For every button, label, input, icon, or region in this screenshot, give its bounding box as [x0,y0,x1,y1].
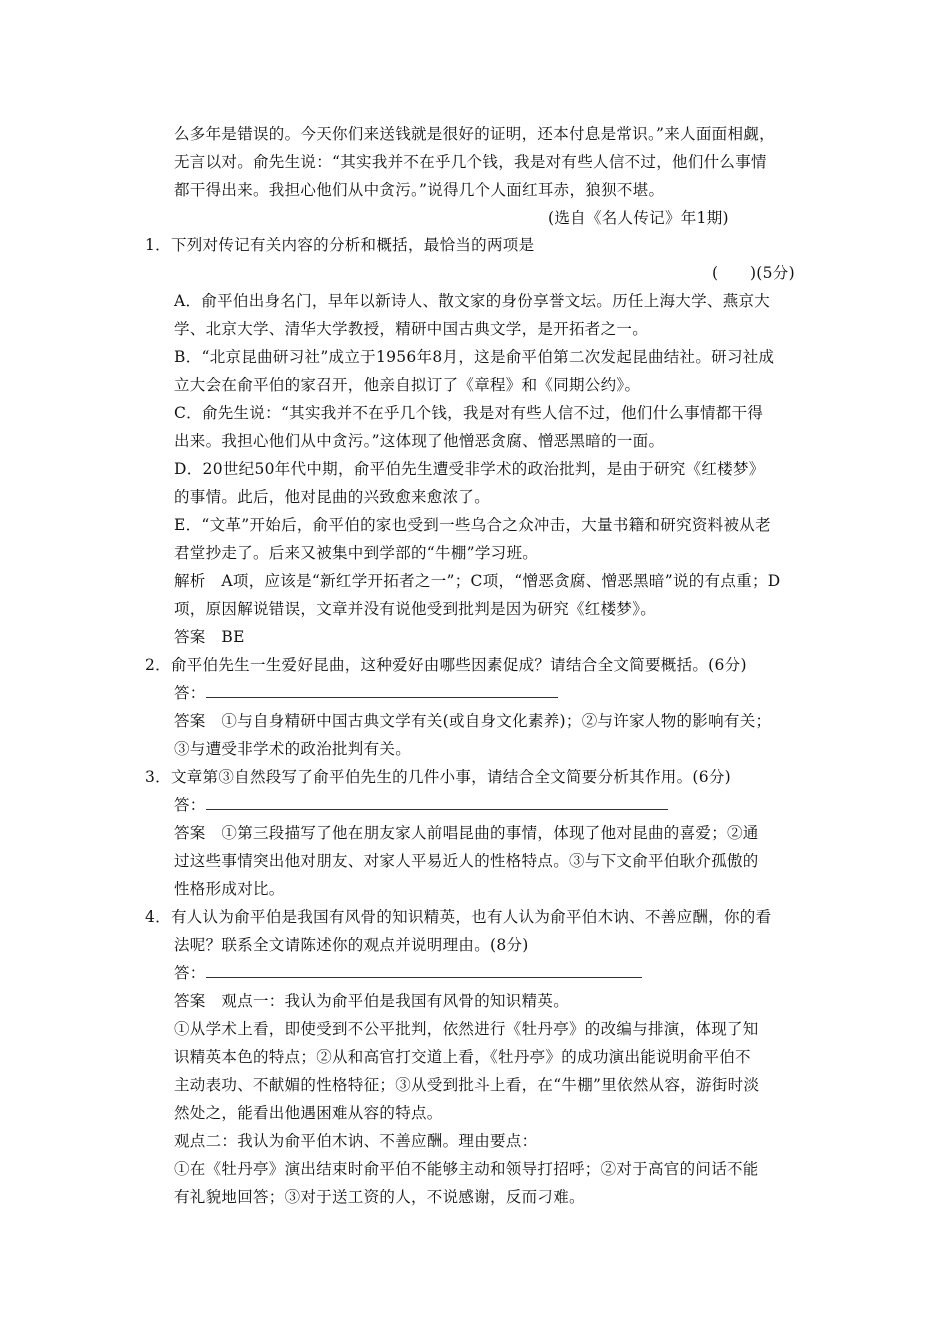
answer-line: 有礼貌地回答；③对于送工资的人，不说感谢，反而刁难。 [174,1188,585,1206]
answer-blank [206,795,668,810]
answer-line: 答案 ①第三段描写了他在朋友家人前唱昆曲的事情，体现了他对昆曲的喜爱；②通 [174,824,759,842]
question-4-stem: 4．有人认为俞平伯是我国有风骨的知识精英，也有人认为俞平伯木讷、不善应酬，你的看 [145,908,772,926]
option-d: D．20世纪50年代中期，俞平伯先生遭受非学术的政治批判，是由于研究《红楼梦》 [174,460,765,478]
question-1-answer-paren: ( )(5分) [712,264,795,282]
answer-prompt [174,963,642,983]
passage-line: 都干得出来。我担心他们从中贪污。”说得几个人面红耳赤，狼狈不堪。 [174,181,665,199]
option-d-cont: 的事情。此后，他对昆曲的兴致愈来愈浓了。 [174,488,491,506]
passage-source: (选自《名人传记》年1期) [548,209,729,227]
passage-line: 么多年是错误的。今天你们来送钱就是很好的证明，还本付息是常识。”来人面面相觑， [174,125,775,143]
analysis-line: 项，原因解说错误，文章并没有说他受到批判是因为研究《红楼梦》。 [174,600,657,618]
answer-blank [206,963,642,978]
question-4-stem-cont: 法呢？联系全文请陈述你的观点并说明理由。(8分) [174,936,529,954]
option-e: E．“文革”开始后，俞平伯的家也受到一些乌合之众冲击，大量书籍和研究资料被从老 [174,516,771,534]
answer-line: 性格形成对比。 [174,880,285,898]
answer-line: 然处之，能看出他遇困难从容的特点。 [174,1104,443,1122]
question-2-stem: 2．俞平伯先生一生爱好昆曲，这种爱好由哪些因素促成？请结合全文简要概括。(6分) [145,656,747,674]
option-b: B．“北京昆曲研习社”成立于1956年8月，这是俞平伯第二次发起昆曲结社。研习社成 [174,348,775,366]
answer-prompt [174,683,558,703]
answer-prompt-label: 答： [174,796,206,814]
answer-line: 观点二：我认为俞平伯木讷、不善应酬。理由要点： [174,1132,538,1150]
option-a-cont: 学、北京大学、清华大学教授，精研中国古典文学，是开拓者之一。 [174,320,649,338]
answer-prompt-label: 答： [174,964,206,982]
answer-blank [206,683,558,698]
option-c-cont: 出来。我担心他们从中贪污。”这体现了他憎恶贪腐、憎恶黑暗的一面。 [174,432,665,450]
answer-line: 答案 ①与自身精研中国古典文学有关(或自身文化素养)；②与许家人物的影响有关； [174,712,772,730]
answer-line: 识精英本色的特点；②从和高官打交道上看，《牡丹亭》的成功演出能说明俞平伯不 [174,1048,751,1066]
option-b-cont: 立大会在俞平伯的家召开，他亲自拟订了《章程》和《同期公约》。 [174,376,641,394]
answer-line: 过这些事情突出他对朋友、对家人平易近人的性格特点。③与下文俞平伯耿介孤傲的 [174,852,759,870]
answer-line: 答案 BE [174,628,245,646]
answer-line: ①在《牡丹亭》演出结束时俞平伯不能够主动和领导打招呼；②对于高官的问话不能 [174,1160,759,1178]
answer-line: ③与遭受非学术的政治批判有关。 [174,740,412,758]
option-e-cont: 君堂抄走了。后来又被集中到学部的“牛棚”学习班。 [174,544,539,562]
answer-line: ①从学术上看，即使受到不公平批判，依然进行《牡丹亭》的改编与排演，体现了知 [174,1020,759,1038]
question-1-stem: 1．下列对传记有关内容的分析和概括，最恰当的两项是 [145,236,535,254]
answer-line: 主动表功、不献媚的性格特征；③从受到批斗上看，在“牛棚”里依然从容，游街时淡 [174,1076,760,1094]
answer-prompt [174,795,668,815]
question-3-stem: 3．文章第③自然段写了俞平伯先生的几件小事，请结合全文简要分析其作用。(6分) [145,768,732,786]
answer-line: 答案 观点一：我认为俞平伯是我国有风骨的知识精英。 [174,992,570,1010]
answer-prompt-label: 答： [174,684,206,702]
option-a: A．俞平伯出身名门，早年以新诗人、散文家的身份享誉文坛。历任上海大学、燕京大 [174,292,771,310]
passage-line: 无言以对。俞先生说：“其实我并不在乎几个钱，我是对有些人信不过，他们什么事情 [174,153,767,171]
option-c: C．俞先生说：“其实我并不在乎几个钱，我是对有些人信不过，他们什么事情都干得 [174,404,764,422]
analysis-line: 解析 A项，应该是“新红学开拓者之一”；C项，“憎恶贪腐、憎恶黑暗”说的有点重；D [174,572,781,590]
